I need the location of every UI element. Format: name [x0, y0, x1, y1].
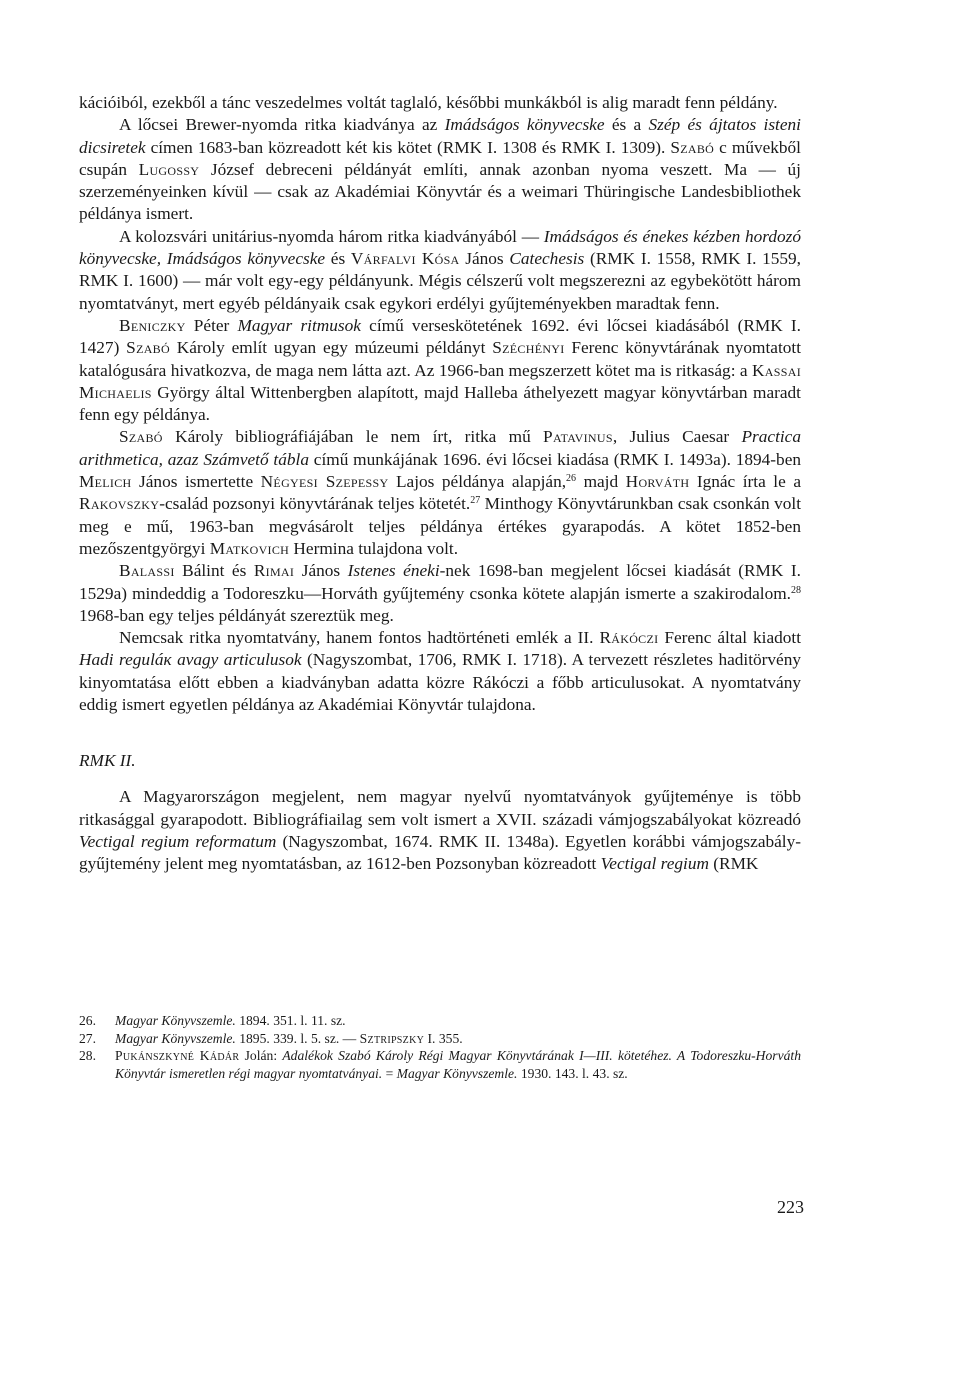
paragraph-3: A kolozsvári unitárius-nyomda három ritka kiadványából — Imádságos és énekes kézben hordozó könyvecske, Imádságos könyvecske és Várfalvi Kósa János Catechesis (RMK I. 1558, RMK I. 1559, RMK I. 1600) — már volt egy-egy példányunk. Mégis célszerű volt megszerezni az egybekötött három nyomtatványt, mert egyéb példányaik csak egykori erdélyi gyűjteményekben maradtak fenn.: [79, 226, 802, 313]
body-text: [79, 92, 801, 876]
paragraph-4: Beniczky Péter Magyar ritmusok című verseskötetének 1692. évi lőcsei kiadásából (RMK I. 1427) Szabó Károly említ ugyan egy múzeumi példányt Széchényi Ferenc könyvtárának nyomtatott katalógusára hivatkozva, de maga nem látta azt. Az 1966-ban megszerzett kötet ma is ritkaság: a Kassai Michaelis György által Wittenbergben alapított, majd Halleba áthelyezett magyar könyvtárban maradt fenn egy példánya.: [79, 315, 801, 425]
author-name: Sztripszky: [359, 1030, 425, 1046]
author-name: Rimai: [253, 561, 295, 581]
author-name: Szabó: [670, 137, 715, 157]
author-name: Pukánszkyné Kádár: [115, 1048, 240, 1063]
footnote-ref: 27: [470, 495, 481, 507]
author-name: Matkovich: [209, 538, 290, 558]
paragraph-8: A Magyarországon megjelent, nem magyar nyelvű nyomtatványok gyűjteménye is több ritkasággal gyarapodott. Bibliográfiailag sem volt ismert a XVII. századi vámjogszabályokat közreadó Vectigal regium reformatum (Nagyszombat, 1674. RMK II. 1348a). Egyetlen korábbi vámjogszabály-gyűjtemény jelent meg nyomtatásban, az 1612-ben Pozsonyban közreadott Vectigal regium (RMK: [79, 787, 802, 874]
footnote-text: Magyar Könyvszemle. 1894. 351. l. 11. sz.: [115, 1013, 346, 1028]
footnote-text: Magyar Könyvszemle. 1895. 339. l. 5. sz. — Sztripszky I. 355.: [115, 1030, 463, 1046]
footnote-text: Pukánszkyné Kádár Jolán: Adalékok Szabó Károly Régi Magyar Könyvtárának I—III. kötetéhez. A Todoreszku-Horváth Könyvtár ismeretlen régi magyar nyomtatványai. = Magyar Könyvszemle. 1930. 143. l. 43. sz.: [115, 1048, 801, 1081]
paragraph-7: Nemcsak ritka nyomtatvány, hanem fontos hadtörténeti emlék a II. Rákóczi Ferenc által kiadott Hadi reguláк avagy articulusok (Nagyszombat, 1706, RMK I. 1718). A tervezett részletes haditörvény kinyomtatása előtt ebben a kiadványban adatta közre Rákóczi a főbb articulusokat. A nyomtatvány eddig ismert egyetlen példánya az Akadémiai Könyvtár tulajdona.: [79, 628, 802, 715]
footnote-ref: 26: [566, 473, 577, 485]
page-body: [79, 92, 801, 876]
footnote-27: [79, 1030, 801, 1048]
page-number: 223: [777, 1197, 804, 1217]
author-name: Rakovszky: [79, 494, 160, 514]
author-name: Lugossy: [138, 159, 200, 179]
author-name: Széchényi: [492, 338, 565, 358]
footnote-number: 28.: [79, 1048, 96, 1063]
author-name: Horváth: [625, 472, 690, 492]
author-name: Négyesi Szepessy: [260, 472, 389, 492]
paragraph-5: Szabó Károly bibliográfiájában le nem írt, ritka mű Patavinus, Julius Caesar Practica arithmetica, azaz Számvető tábla című munkájának 1696. évi lőcsei kiadása (RMK I. 1493a). 1894-ben Melich János ismertette Négyesi Szepessy Lajos példánya alapján,$^{26}$ majd Horváth Ignác írta le a Rakovszky-család pozsonyi könyvtárának teljes kötetét.$^{27}$ Minthogy Könyvtárunkban csak csonkán volt meg e mű, 1963-ban megvásárolt teljes példánya értékes gyarapodás. A kötet 1852-ben mezőszentgyörgyi Matkovich Hermina tulajdona volt.: [79, 427, 802, 558]
paragraph-2: A lőcsei Brewer-nyomda ritka kiadványa az Imádságos könyvecske és a Szép és ájtatos isteni dicsiretek címen 1683-ban közreadott két kis kötet (RMK I. 1308 és RMK I. 1309). Szabó c művekből csupán Lugossy József debreceni példányát említi, annak azonban nyoma veszett. Ma — új szerzeményeinken kívül — csak az Akadémiai Könyvtár és a weimari Thüringische Landesbibliothek példánya ismert.: [79, 115, 801, 224]
author-name: Kassai Michaelis: [79, 360, 801, 402]
footnote-number: 27.: [79, 1030, 96, 1046]
section-heading: RMK II.: [79, 751, 136, 771]
footnotes: [79, 1012, 801, 1082]
author-name: Szabó: [126, 338, 170, 358]
footnote-26: [79, 1012, 801, 1030]
paragraph-1: kációiból, ezekből a tánc veszedelmes voltát taglaló, későbbi munkákból is alig maradt fenn példány.: [79, 93, 778, 112]
author-name: Szabó: [119, 427, 163, 447]
footnote-number: 26.: [79, 1013, 96, 1028]
author-name: Melich: [79, 472, 132, 492]
author-name: Patavinus: [543, 427, 613, 447]
paragraph-6: Balassi Bálint és Rimai János Istenes éneki-nek 1698-ban megjelent lőcsei kiadását (RMK I. 1529a) mindeddig a Todoreszku—Horváth gyűjtemény csonka kötete alapján ismerte a szakirodalom.$^{28}$ 1968-ban egy teljes példányát szereztük meg.: [79, 561, 801, 625]
footnote-28: [79, 1047, 801, 1082]
author-name: Rákóczi: [599, 628, 659, 648]
author-name: Várfalvi Kósa: [350, 249, 460, 269]
author-name: Beniczky: [119, 315, 186, 335]
author-name: Balassi: [119, 561, 175, 581]
footnote-ref: 28: [791, 584, 801, 596]
